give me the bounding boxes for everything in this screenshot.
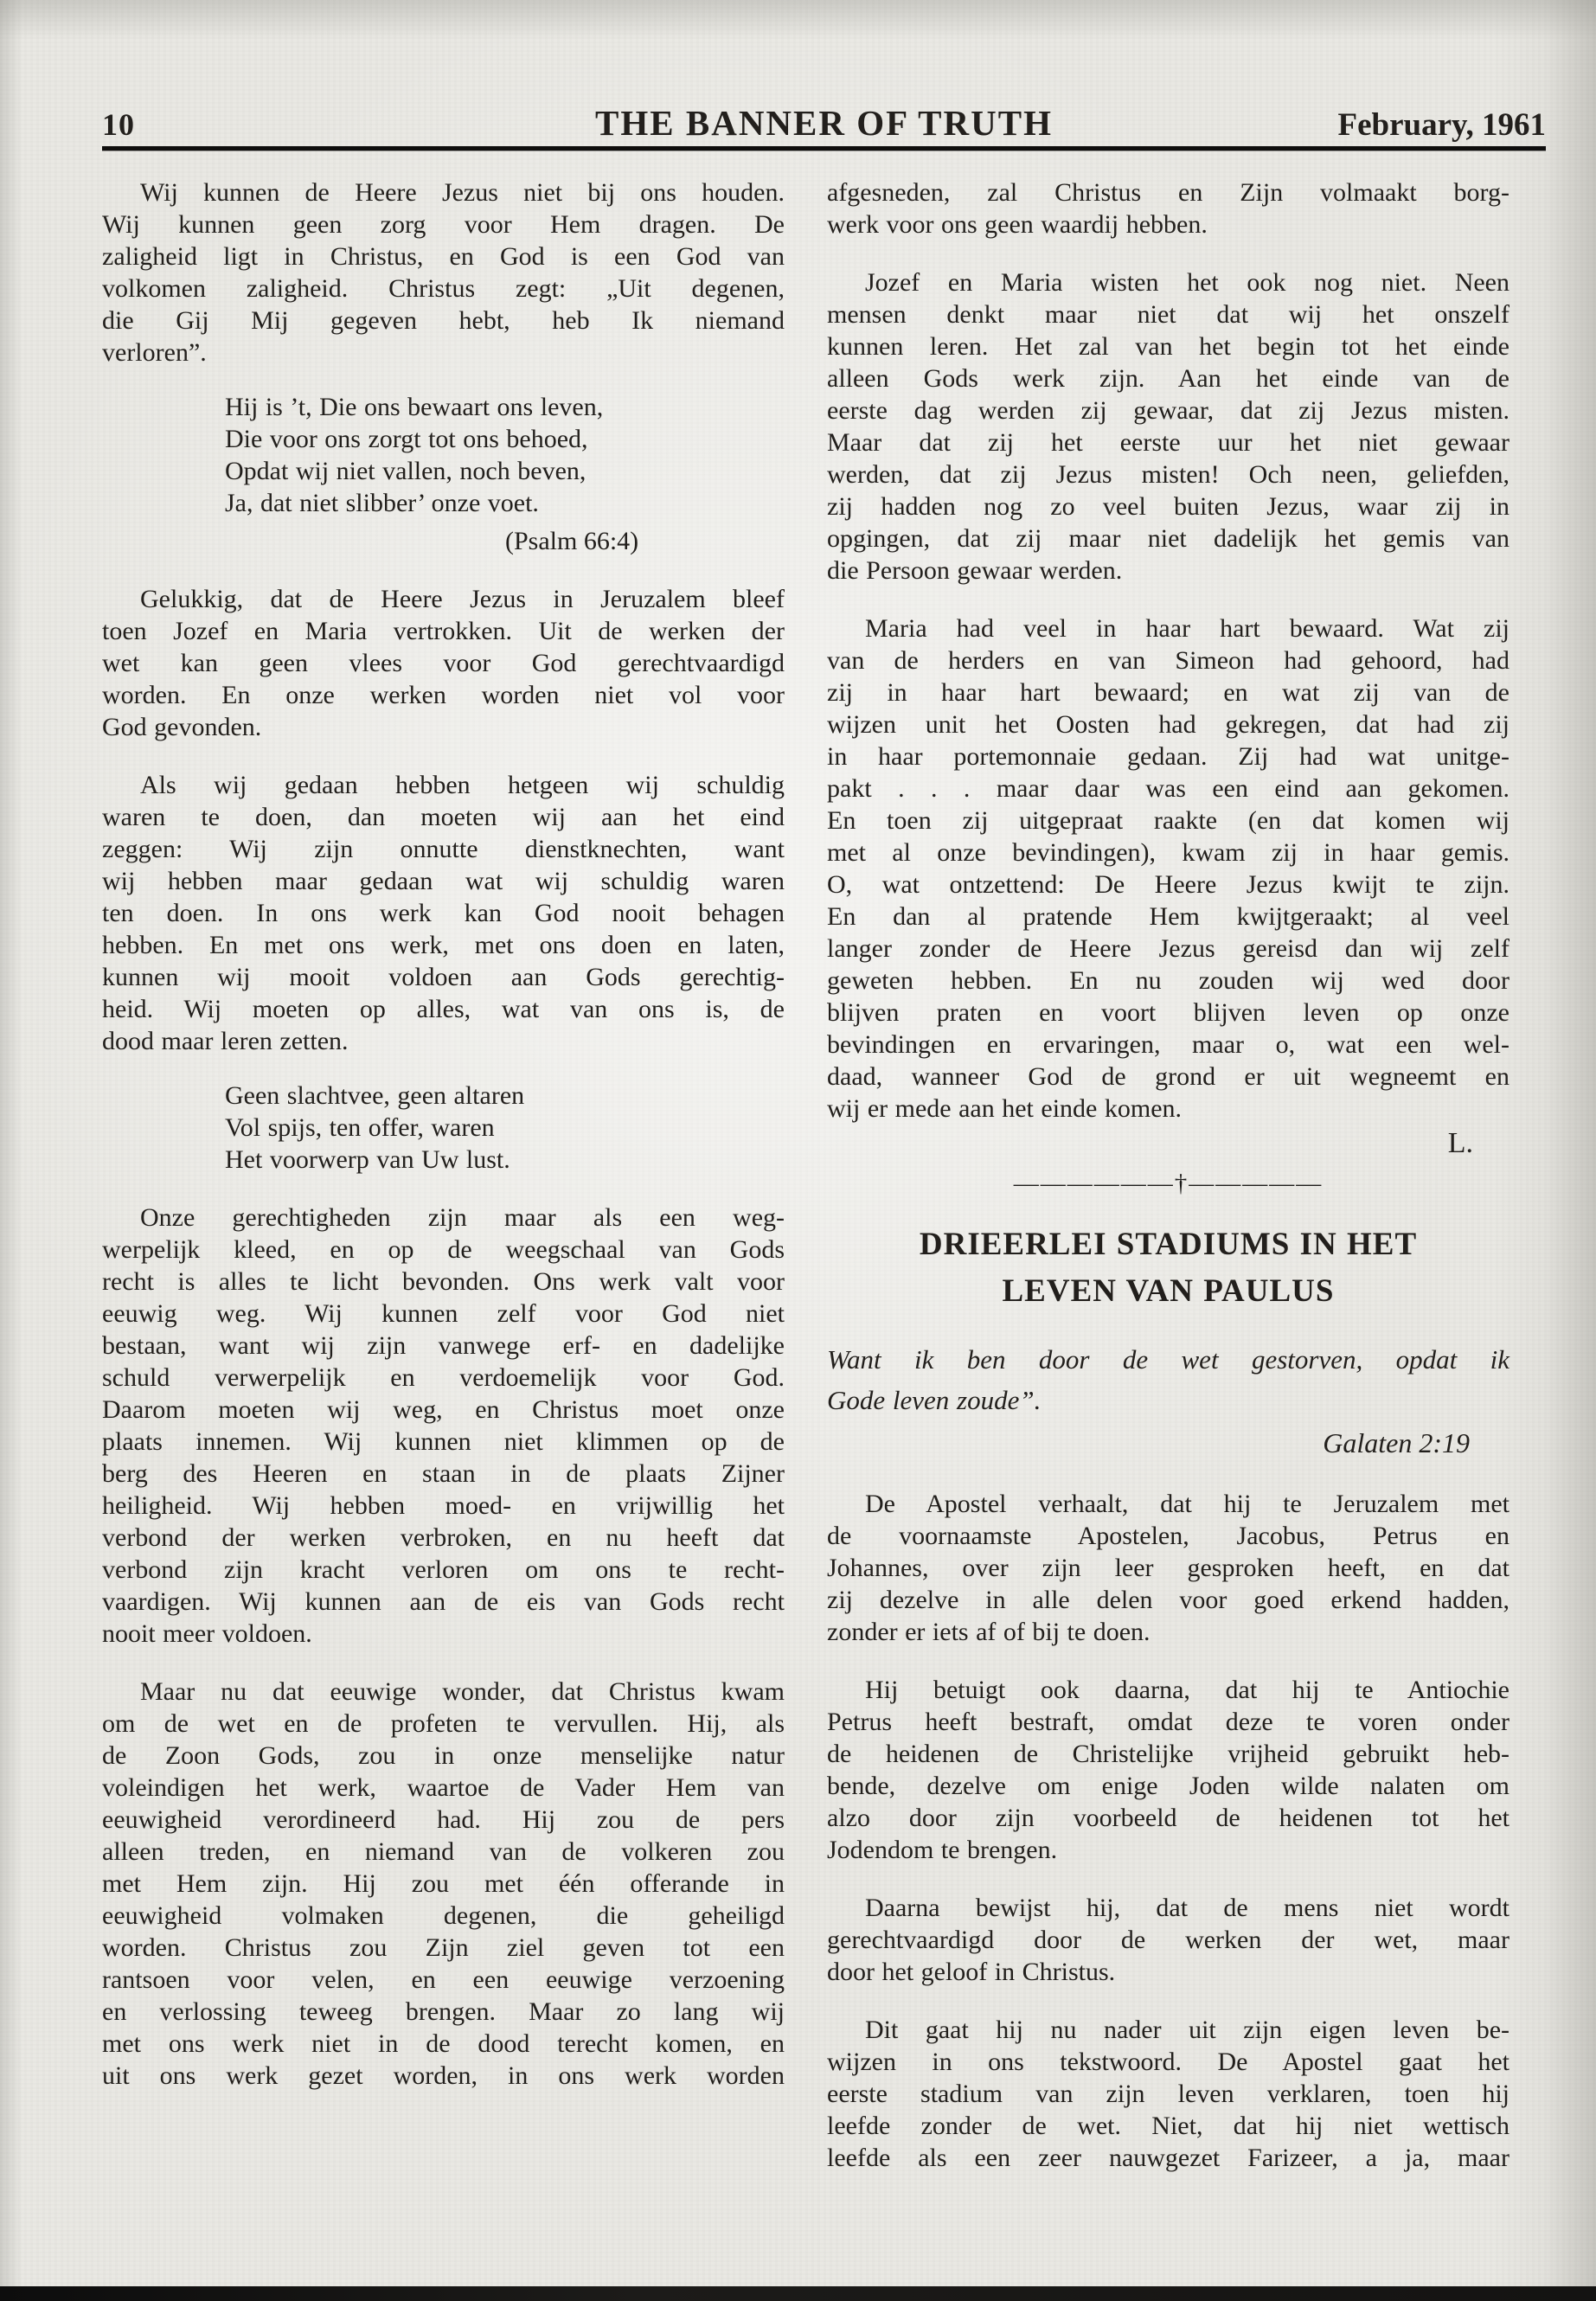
text-line: zij dezelve in alle delen voor goed erkend hadden,: [827, 1586, 1509, 1614]
text-line: Maar dat zij het eerste uur het niet gewaar: [827, 428, 1509, 457]
text-line: recht is alles te licht bevonden. Ons werk valt voor: [102, 1267, 785, 1296]
section-heading: [827, 1221, 1509, 1315]
paragraph: [827, 612, 1509, 1125]
text-line: leefde als een zeer nauwgezet Farizeer, a ja, maar: [827, 2144, 1509, 2172]
text-line: bende, dezelve om enige Joden wilde nalaten om: [827, 1772, 1509, 1800]
text-line: om de wet en de profeten te vervullen. Hij, als: [102, 1709, 785, 1738]
text-line: vaardigen. Wij kunnen aan de eis van Gods recht: [102, 1587, 785, 1616]
text-line: de Zoon Gods, zou in onze menselijke natur: [102, 1741, 785, 1770]
text-line: uit ons werk gezet worden, in ons werk worden: [102, 2061, 785, 2090]
text-line: hebben. En met ons werk, met ons doen en laten,: [102, 931, 785, 959]
text-line: toen Jozef en Maria vertrokken. Uit de werken der: [102, 617, 785, 645]
text-line: kunnen wij mooit voldoen aan Gods gerechtig-: [102, 963, 785, 991]
text-columns: [102, 176, 1509, 2174]
author-initial: L.: [1447, 1127, 1473, 1159]
text-line: geweten hebben. En nu zouden wij wed door: [827, 966, 1509, 995]
text-line: Daarom moeten wij weg, en Christus moet onze: [102, 1395, 785, 1424]
text-line: wijzen unit het Oosten had gekregen, dat had zij: [827, 710, 1509, 739]
paragraph: [827, 176, 1509, 240]
text-line: Petrus heeft bestraft, omdat deze te voren onder: [827, 1708, 1509, 1736]
text-line: voleindigen het werk, waartoe de Vader Hem van: [102, 1773, 785, 1802]
text-line: en verlossing teweeg brengen. Maar zo lang wij: [102, 1997, 785, 2026]
dagger-divider-glyphs: ——————†—————: [1013, 1170, 1324, 1197]
text-line: mensen denkt maar niet dat wij het onszelf: [827, 300, 1509, 329]
text-line: nooit meer voldoen.: [102, 1619, 312, 1648]
text-line: Daarna bewijst hij, dat de mens niet wordt: [865, 1894, 1509, 1922]
text-line: wij hebben maar gedaan wat wij schuldig waren: [102, 867, 785, 895]
text-line: LEVEN VAN PAULUS: [1002, 1273, 1335, 1309]
issue-date: February, 1961: [1337, 107, 1547, 143]
text-line: in haar portemonnaie gedaan. Zij had wat unitge-: [827, 742, 1509, 771]
text-line: door het geloof in Christus.: [827, 1958, 1116, 1986]
text-line: Opdat wij niet vallen, noch beven,: [225, 457, 586, 485]
text-line: eeuwig weg. Wij kunnen zelf voor God niet: [102, 1299, 785, 1328]
paragraph: [102, 1676, 785, 2092]
text-line: werk voor ons geen waardij hebben.: [827, 210, 1208, 239]
text-line: Maria had veel in haar hart bewaard. Wat zij: [865, 614, 1509, 643]
text-line: Als wij gedaan hebben hetgeen wij schuldig: [140, 771, 785, 799]
text-line: Gelukkig, dat de Heere Jezus in Jeruzalem bleef: [140, 585, 785, 613]
text-line: met Hem zijn. Hij zou met één offerande in: [102, 1869, 785, 1898]
page-title: THE BANNER OF TRUTH: [595, 103, 1053, 143]
text-line: Ja, dat niet slibber’ onze voet.: [225, 489, 539, 517]
text-line: werpelijk kleed, en op de weegschaal van Gods: [102, 1235, 785, 1264]
text-line: wet kan geen vlees voor God gerechtvaardigd: [102, 649, 785, 677]
text-line: ten doen. In ons werk kan God nooit behagen: [102, 899, 785, 927]
header-rule: [102, 146, 1546, 151]
page-header: [102, 102, 1546, 144]
text-line: alleen treden, en niemand van de volkeren zou: [102, 1837, 785, 1866]
text-line: de heidenen de Christelijke vrijheid gebruikt heb-: [827, 1740, 1509, 1768]
section-divider: [827, 1168, 1509, 1199]
paragraph: [827, 1488, 1509, 1648]
text-line: Wij kunnen geen zorg voor Hem dragen. De: [102, 210, 785, 239]
text-line: DRIEERLEI STADIUMS IN HET: [919, 1227, 1418, 1262]
text-line: opgingen, dat zij maar niet dadelijk het gemis van: [827, 524, 1509, 553]
text-line: verloren”.: [102, 338, 207, 367]
page-number: 10: [102, 107, 135, 142]
text-line: alzo door zijn voorbeeld de heidenen tot het: [827, 1804, 1509, 1832]
text-line: rantsoen voor velen, en een eeuwige verzoening: [102, 1965, 785, 1994]
poem-stanza: [225, 391, 785, 519]
text-line: waren te doen, dan moeten wij aan het eind: [102, 803, 785, 831]
scripture-verse: [827, 1339, 1509, 1420]
paragraph: [827, 1674, 1509, 1866]
text-line: Jozef en Maria wisten het ook nog niet. Neen: [865, 268, 1509, 297]
text-line: afgesneden, zal Christus en Zijn volmaakt borg-: [827, 178, 1509, 207]
text-line: verbond der werken verbroken, en nu heeft dat: [102, 1523, 785, 1552]
text-line: dood maar leren zetten.: [102, 1027, 349, 1055]
text-line: zeggen: Wij zijn onnutte dienstknechten, want: [102, 835, 785, 863]
text-line: de voornaamste Apostelen, Jacobus, Petrus en: [827, 1522, 1509, 1550]
right-column: [827, 176, 1509, 2174]
text-line: daad, wanneer God de grond er uit wegneemt en: [827, 1062, 1509, 1091]
text-line: En dan al pratende Hem kwijtgeraakt; al veel: [827, 902, 1509, 931]
paragraph: [102, 583, 785, 743]
text-line: En toen zij uitgepraat raakte (en dat komen wij: [827, 806, 1509, 835]
text-line: die Gij Mij gegeven hebt, heb Ik niemand: [102, 306, 785, 335]
text-line: zonder er iets af of bij te doen.: [827, 1618, 1151, 1646]
text-line: volkomen zaligheid. Christus zegt: „Uit degenen,: [102, 274, 785, 303]
left-column: [102, 176, 785, 2174]
text-line: plaats innemen. Wij kunnen niet klimmen op de: [102, 1427, 785, 1456]
text-line: Vol spijs, ten offer, waren: [225, 1113, 495, 1142]
text-line: eerste stadium van zijn leven verklaren, toen hij: [827, 2080, 1509, 2108]
text-line: blijven praten en voort blijven leven op onze: [827, 998, 1509, 1027]
text-line: Het voorwerp van Uw lust.: [225, 1145, 510, 1174]
text-line: Johannes, over zijn leer gesproken heeft, en dat: [827, 1554, 1509, 1582]
paragraph: [102, 769, 785, 1057]
text-line: werden, dat zij Jezus misten! Och neen, geliefden,: [827, 460, 1509, 489]
text-line: O, wat ontzettend: De Heere Jezus kwijt te zijn.: [827, 870, 1509, 899]
text-line: met al onze bevindingen), kwam zij in haar gemis.: [827, 838, 1509, 867]
text-line: bestaan, want wij zijn vanwege erf- en dadelijke: [102, 1331, 785, 1360]
text-line: Die voor ons zorgt tot ons behoed,: [225, 425, 588, 453]
text-line: wijzen in ons tekstwoord. De Apostel gaat het: [827, 2048, 1509, 2076]
text-line: van de herders en van Simeon had gehoord, had: [827, 646, 1509, 675]
text-line: berg des Heeren en staan in de plaats Zijner: [102, 1459, 785, 1488]
text-line: pakt . . . maar daar was een eind aan gekomen.: [827, 774, 1509, 803]
text-line: God gevonden.: [102, 713, 262, 741]
text-line: zij in haar hart bewaard; en wat zij van de: [827, 678, 1509, 707]
text-line: Wij kunnen de Heere Jezus niet bij ons houden.: [140, 178, 785, 207]
text-line: Dit gaat hij nu nader uit zijn eigen leven be-: [865, 2016, 1509, 2044]
text-line: heiligheid. Wij hebben moed- en vrijwillig het: [102, 1491, 785, 1520]
text-line: Jodendom te brengen.: [827, 1836, 1058, 1864]
text-line: schuld verwerpelijk en verdoemelijk voor God.: [102, 1363, 785, 1392]
paragraph: [102, 1202, 785, 1650]
text-line: alleen Gods werk zijn. Aan het einde van de: [827, 364, 1509, 393]
text-line: worden. En onze werken worden niet vol voor: [102, 681, 785, 709]
text-line: heid. Wij moeten op alles, wat van ons is, de: [102, 995, 785, 1023]
text-line: gerechtvaardigd door de werken der wet, maar: [827, 1926, 1509, 1954]
text-line: Want ik ben door de wet gestorven, opdat ik: [827, 1344, 1509, 1375]
psalm-reference: (Psalm 66:4): [505, 527, 639, 555]
text-line: eeuwigheid verordineerd had. Hij zou de pers: [102, 1805, 785, 1834]
text-line: langer zonder de Heere Jezus gereisd dan wij zelf: [827, 934, 1509, 963]
text-line: Hij is ’t, Die ons bewaart ons leven,: [225, 393, 604, 421]
text-line: worden. Christus zou Zijn ziel geven tot een: [102, 1933, 785, 1962]
text-line: wij er mede aan het einde komen.: [827, 1094, 1183, 1123]
text-line: kunnen leren. Het zal van het begin tot het einde: [827, 332, 1509, 361]
text-line: eerste dag werden zij gewaar, dat zij Jezus misten.: [827, 396, 1509, 425]
poem-stanza: [225, 1080, 785, 1176]
text-line: verbond zijn kracht verloren om ons te recht-: [102, 1555, 785, 1584]
text-line: die Persoon gewaar werden.: [827, 556, 1123, 585]
text-line: zij hadden nog zo veel buiten Jezus, waar zij in: [827, 492, 1509, 521]
paragraph: [827, 2014, 1509, 2174]
paragraph: [827, 266, 1509, 586]
text-line: met ons werk niet in de dood terecht komen, en: [102, 2029, 785, 2058]
text-line: eeuwigheid volmaken degenen, die geheiligd: [102, 1901, 785, 1930]
scan-edge-bar: [0, 2286, 1596, 2301]
text-line: Geen slachtvee, geen altaren: [225, 1081, 525, 1110]
text-line: Onze gerechtigheden zijn maar als een weg-: [140, 1203, 785, 1232]
text-line: De Apostel verhaalt, dat hij te Jeruzalem met: [865, 1490, 1509, 1518]
text-line: zaligheid ligt in Christus, en God is een God van: [102, 242, 785, 271]
scripture-reference: Galaten 2:19: [1323, 1427, 1470, 1458]
text-line: bevindingen en ervaringen, maar o, wat een wel-: [827, 1030, 1509, 1059]
text-line: Maar nu dat eeuwige wonder, dat Christus kwam: [140, 1677, 785, 1706]
text-line: Hij betuigt ook daarna, dat hij te Antiochie: [865, 1676, 1509, 1704]
paragraph: [827, 1892, 1509, 1988]
text-line: Gode leven zoude”.: [827, 1385, 1042, 1415]
paragraph: [102, 176, 785, 369]
text-line: leefde zonder de wet. Niet, dat hij niet wettisch: [827, 2112, 1509, 2140]
